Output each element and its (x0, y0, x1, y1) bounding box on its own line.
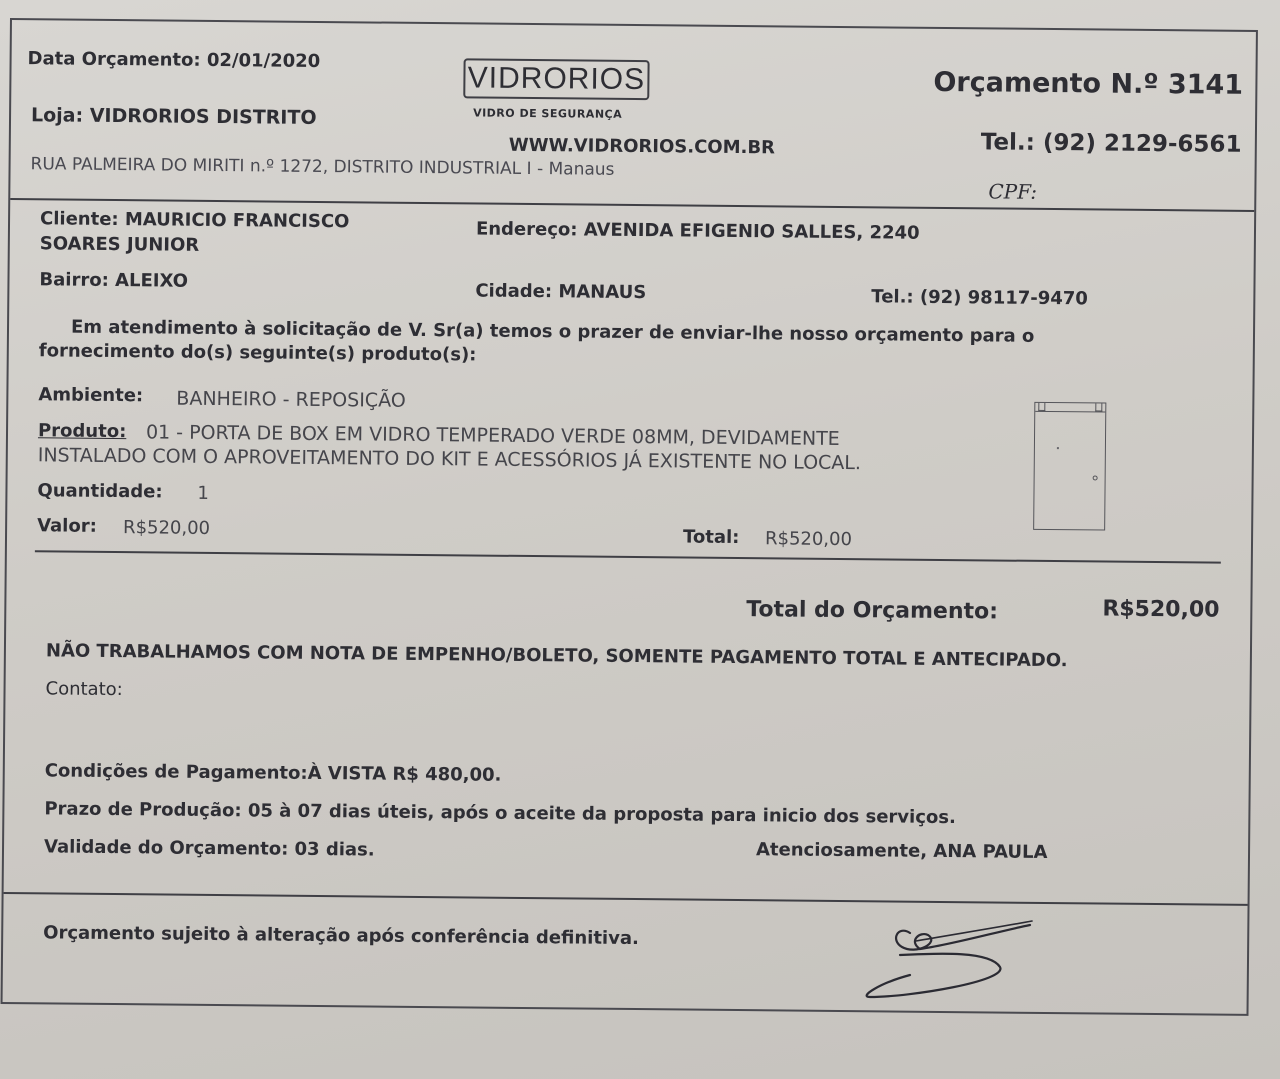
client-name-line1: Cliente: MAURICIO FRANCISCO (39, 208, 350, 233)
attendant-name: Atenciosamente, ANA PAULA (755, 839, 1048, 863)
logo-text: VIDRORIOS (467, 61, 646, 97)
quantidade-label: Quantidade: (37, 480, 163, 503)
handwritten-signature (850, 905, 1050, 1015)
company-logo (463, 58, 649, 100)
total-orcamento-value: R$520,00 (1102, 596, 1220, 623)
produto-line1: 01 - PORTA DE BOX EM VIDRO TEMPERADO VERDE 08MM, DEVIDAMENTE (145, 421, 840, 450)
company-website: WWW.VIDRORIOS.COM.BR (508, 134, 776, 159)
item-total-value: R$520,00 (764, 528, 853, 551)
client-phone: Tel.: (92) 98117-9470 (871, 286, 1088, 310)
produto-label: Produto: (37, 420, 127, 443)
client-name-line2: SOARES JUNIOR (39, 233, 200, 256)
cpf-label: CPF: (988, 179, 1038, 204)
valor-label: Valor: (37, 515, 97, 537)
quote-validity: Validade do Orçamento: 03 dias. (43, 836, 375, 861)
client-neighborhood: Bairro: ALEIXO (39, 269, 189, 292)
item-total-label: Total: (682, 526, 740, 549)
footer-divider (4, 892, 1248, 906)
ambiente-value: BANHEIRO - REPOSIÇÃO (176, 387, 406, 412)
client-city: Cidade: MANAUS (475, 280, 647, 304)
quote-form (1, 18, 1258, 1016)
total-orcamento-label: Total do Orçamento: (746, 597, 999, 625)
valor-value: R$520,00 (123, 517, 211, 539)
production-deadline: Prazo de Produção: 05 à 07 dias úteis, após o aceite da proposta para inicio dos serviços. (44, 798, 956, 829)
quantidade-value: 1 (197, 482, 209, 504)
produto-line2: INSTALADO COM O APROVEITAMENTO DO KIT E ACESSÓRIOS JÁ EXISTENTE NO LOCAL. (37, 444, 862, 475)
ambiente-label: Ambiente: (38, 384, 144, 407)
store-address: RUA PALMEIRA DO MIRITI n.º 1272, DISTRITO INDUSTRIAL I - Manaus (30, 154, 615, 180)
intro-line1: Em atendimento à solicitação de V. Sr(a) temos o prazer de enviar-lhe nosso orçamento para o (70, 316, 1035, 347)
quote-number: Orçamento N.º 3141 (933, 66, 1244, 101)
footer-note: Orçamento sujeito à alteração após conferência definitiva. (43, 922, 639, 950)
client-address: Endereço: AVENIDA EFIGENIO SALLES, 2240 (475, 218, 920, 244)
intro-line2: fornecimento do(s) seguinte(s) produto(s): (38, 340, 477, 366)
shower-door-drawing (1033, 402, 1106, 531)
quote-date: Data Orçamento: 02/01/2020 (27, 48, 321, 72)
payment-conditions: Condições de Pagamento:À VISTA R$ 480,00. (44, 760, 502, 786)
logo-tagline: VIDRO DE SEGURANÇA (473, 106, 623, 121)
store-name: Loja: VIDRORIOS DISTRITO (30, 104, 317, 129)
company-phone: Tel.: (92) 2129-6561 (980, 129, 1242, 158)
item-divider (35, 550, 1221, 563)
payment-notice: NÃO TRABALHAMOS COM NOTA DE EMPENHO/BOLETO, SOMENTE PAGAMENTO TOTAL E ANTECIPADO. (45, 640, 1068, 672)
contato-label: Contato: (45, 678, 123, 701)
